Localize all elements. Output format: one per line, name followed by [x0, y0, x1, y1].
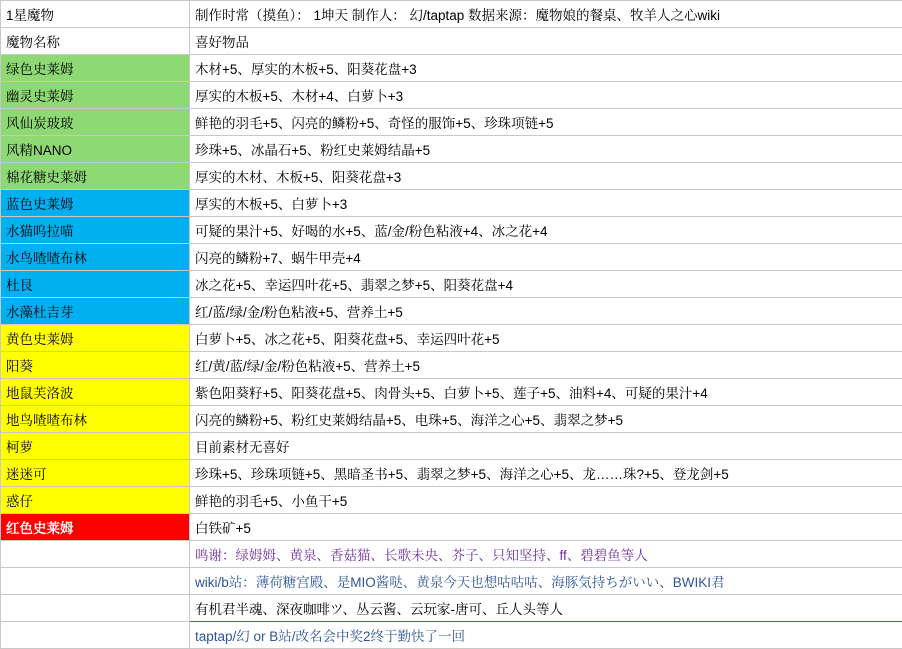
monster-favorites: 厚实的木材、木板+5、阳葵花盘+3: [190, 163, 902, 190]
table-row: [1, 244, 902, 271]
monster-name: 柯萝: [1, 433, 190, 460]
credits-thanks: 鸣谢：绿姆姆、黄泉、香菇猫、长歌未央、芥子、只知坚持、ff、碧碧鱼等人: [190, 541, 902, 568]
table-row: [1, 55, 902, 82]
monster-favorites: 目前素材无喜好: [190, 433, 902, 460]
table-row: [1, 298, 902, 325]
table-row: [1, 82, 902, 109]
monster-name: 地鼠芙洛波: [1, 379, 190, 406]
table-row: [1, 514, 902, 541]
monster-favorites: 冰之花+5、幸运四叶花+5、翡翠之梦+5、阳葵花盘+4: [190, 271, 902, 298]
monster-name: 杜艮: [1, 271, 190, 298]
credits-spacer: [1, 541, 190, 568]
page-title: 1星魔物: [1, 1, 190, 28]
column-header-name: 魔物名称: [1, 28, 190, 55]
monster-favorites: 木材+5、厚实的木板+5、阳葵花盘+3: [190, 55, 902, 82]
monster-name: 水猫呜拉喵: [1, 217, 190, 244]
monster-name: 惑仔: [1, 487, 190, 514]
credits-spacer: [1, 622, 190, 649]
table-row: [1, 136, 902, 163]
credits-author: taptap/幻 or B站/改名会中奖2终于勤快了一回: [190, 622, 902, 649]
table-row: [1, 109, 902, 136]
monster-name: 黄色史莱姆: [1, 325, 190, 352]
monster-favorites: 珍珠+5、冰晶石+5、粉红史莱姆结晶+5: [190, 136, 902, 163]
table-row: [1, 487, 902, 514]
monster-favorites: 白铁矿+5: [190, 514, 902, 541]
monster-name: 地鸟喳喳布林: [1, 406, 190, 433]
table-row: [1, 325, 902, 352]
credits-row: [1, 595, 902, 622]
monster-favorites: 珍珠+5、珍珠项链+5、黑暗圣书+5、翡翠之梦+5、海洋之心+5、龙……珠?+5、登龙剑+5: [190, 460, 902, 487]
table-row: [1, 352, 902, 379]
monster-name: 红色史莱姆: [1, 514, 190, 541]
monster-favorites: 白萝卜+5、冰之花+5、阳葵花盘+5、幸运四叶花+5: [190, 325, 902, 352]
credits-row: [1, 622, 902, 649]
monster-name: 迷迷可: [1, 460, 190, 487]
monster-favorites: 可疑的果汁+5、好喝的水+5、蓝/金/粉色粘液+4、冰之花+4: [190, 217, 902, 244]
monster-favorites: 厚实的木板+5、白萝卜+3: [190, 190, 902, 217]
monster-name: 绿色史莱姆: [1, 55, 190, 82]
monster-favorites: 紫色阳葵籽+5、阳葵花盘+5、肉骨头+5、白萝卜+5、莲子+5、油料+4、可疑的果汁+4: [190, 379, 902, 406]
monster-favorites: 闪亮的鳞粉+5、粉红史莱姆结晶+5、电珠+5、海洋之心+5、翡翠之梦+5: [190, 406, 902, 433]
monster-favorites: 厚实的木板+5、木材+4、白萝卜+3: [190, 82, 902, 109]
credits-spacer: [1, 595, 190, 622]
column-header-row: [1, 28, 902, 55]
table-body: [1, 1, 902, 649]
table-row: [1, 163, 902, 190]
monster-favorites: 红/蓝/绿/金/粉色粘液+5、营养土+5: [190, 298, 902, 325]
monster-name: 水藻杜吉芽: [1, 298, 190, 325]
credits-members: 有机君半魂、深夜咖啡ツ、丛云酱、云玩家-唐可、丘人头等人: [190, 595, 902, 622]
monster-favorites: 红/黄/蓝/绿/金/粉色粘液+5、营养土+5: [190, 352, 902, 379]
monster-favorites: 鲜艳的羽毛+5、闪亮的鳞粉+5、奇怪的服饰+5、珍珠项链+5: [190, 109, 902, 136]
table-row: [1, 379, 902, 406]
header-row: [1, 1, 902, 28]
monster-name: 蓝色史莱姆: [1, 190, 190, 217]
table-row: [1, 406, 902, 433]
column-header-value: 喜好物品: [190, 28, 902, 55]
credits-row: [1, 568, 902, 595]
monster-name: 风仙炭玻玻: [1, 109, 190, 136]
monster-name: 幽灵史莱姆: [1, 82, 190, 109]
table-row: [1, 460, 902, 487]
table-row: [1, 217, 902, 244]
monster-name: 棉花糖史莱姆: [1, 163, 190, 190]
monster-favorites: 闪亮的鳞粉+7、蜗牛甲壳+4: [190, 244, 902, 271]
table-row: [1, 433, 902, 460]
credits-spacer: [1, 568, 190, 595]
monster-favorites: 鲜艳的羽毛+5、小鱼干+5: [190, 487, 902, 514]
monster-name: 风精NANO: [1, 136, 190, 163]
credits-wiki: wiki/b站：薄荷糖宫殿、是MIO酱哒、黄泉今天也想咕咕咕、海豚気持ちがいい、BWIKI君: [190, 568, 902, 595]
table-row: [1, 190, 902, 217]
monster-name: 水鸟喳喳布林: [1, 244, 190, 271]
table-row: [1, 271, 902, 298]
credits-row: [1, 541, 902, 568]
header-info: 制作时常（摸鱼）： 1坤天 制作人： 幻/taptap 数据来源：魔物娘的餐桌、牧羊人之心wiki: [190, 1, 902, 28]
monster-name: 阳葵: [1, 352, 190, 379]
